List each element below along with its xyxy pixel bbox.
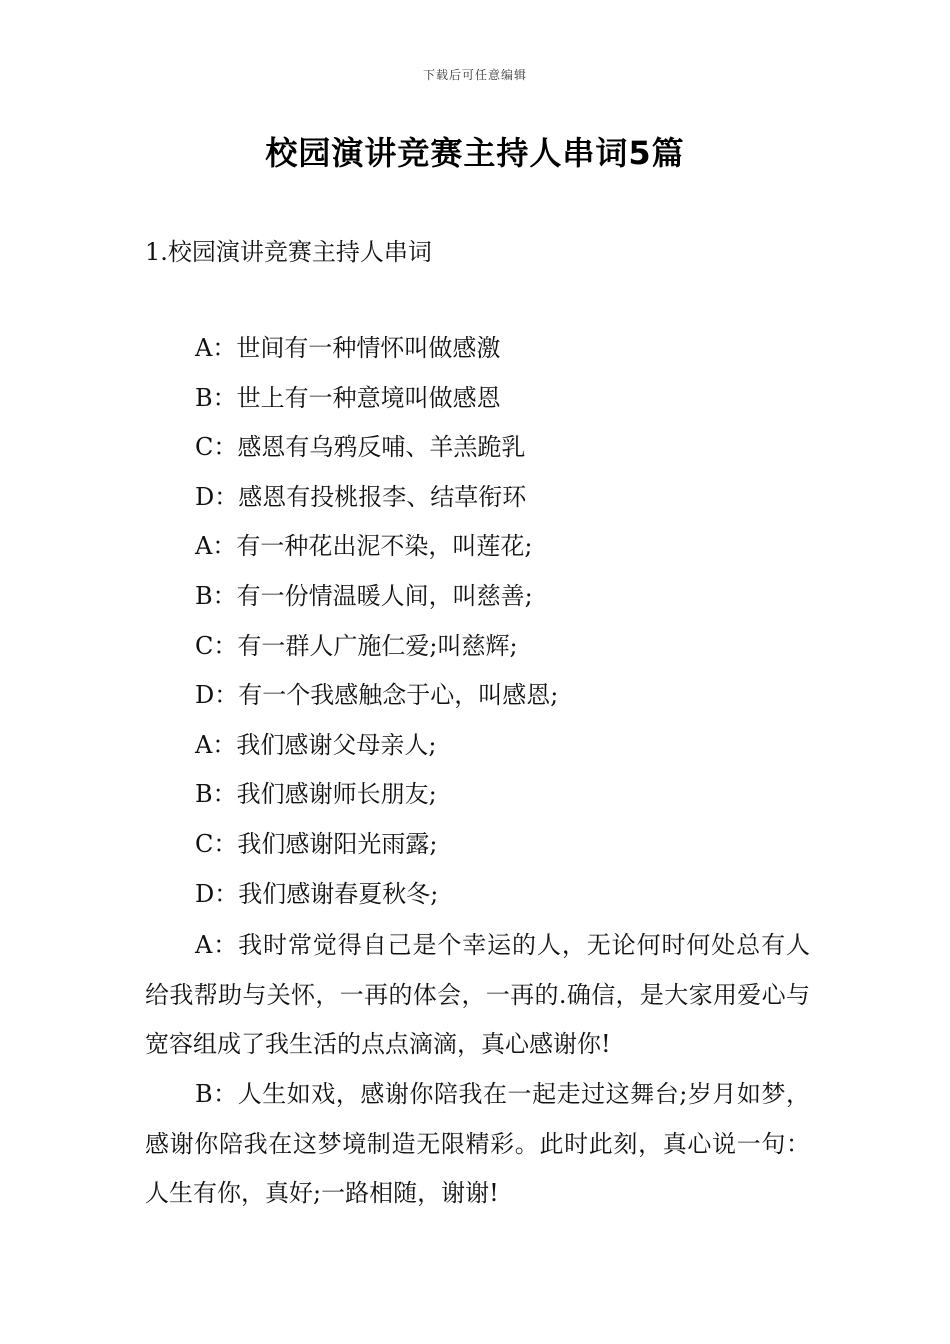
section-heading: 1.校园演讲竞赛主持人串词 [145, 238, 432, 266]
dialogue-line: A：有一种花出泥不染，叫莲花; [195, 532, 533, 561]
header-note: 下载后可任意编辑 [422, 68, 527, 82]
dialogue-line: A：我们感谢父母亲人; [195, 730, 437, 759]
dialogue-line: B：有一份情温暖人间，叫慈善; [195, 581, 533, 610]
dialogue-line: B：我们感谢师长朋友; [195, 780, 437, 809]
paragraph-block-a [145, 921, 810, 1070]
paragraph: A：我时常觉得自己是个幸运的人，无论何时何处总有人给我帮助与关怀，一再的体会，一再的.确信，是大家用爱心与宽容组成了我生活的点点滴滴，真心感谢你! [145, 931, 810, 1059]
paragraph-block-b [145, 1070, 810, 1219]
dialogue-line: A：世间有一种情怀叫做感激 [195, 334, 501, 362]
dialogue-line: C：我们感谢阳光雨露; [195, 829, 438, 858]
paragraph: B：人生如戏，感谢你陪我在一起走过这舞台;岁月如梦，感谢你陪我在这梦境制造无限精彩。此时此刻，真心说一句：人生有你，真好;一路相随，谢谢! [145, 1080, 810, 1208]
dialogue-line: D：有一个我感触念于心，叫感恩; [195, 681, 559, 710]
dialogue-line: D：感恩有投桃报李、结草衔环 [195, 482, 527, 511]
dialogue-line: B：世上有一种意境叫做感恩 [195, 383, 501, 412]
document-title: 校园演讲竞赛主持人串词5篇 [265, 134, 685, 172]
dialogue-line: C：感恩有乌鸦反哺、羊羔跪乳 [195, 433, 526, 462]
dialogue-line: C：有一群人广施仁爱;叫慈辉; [195, 631, 518, 660]
dialogue-list [145, 333, 810, 928]
dialogue-line: D：我们感谢春夏秋冬; [195, 879, 439, 908]
